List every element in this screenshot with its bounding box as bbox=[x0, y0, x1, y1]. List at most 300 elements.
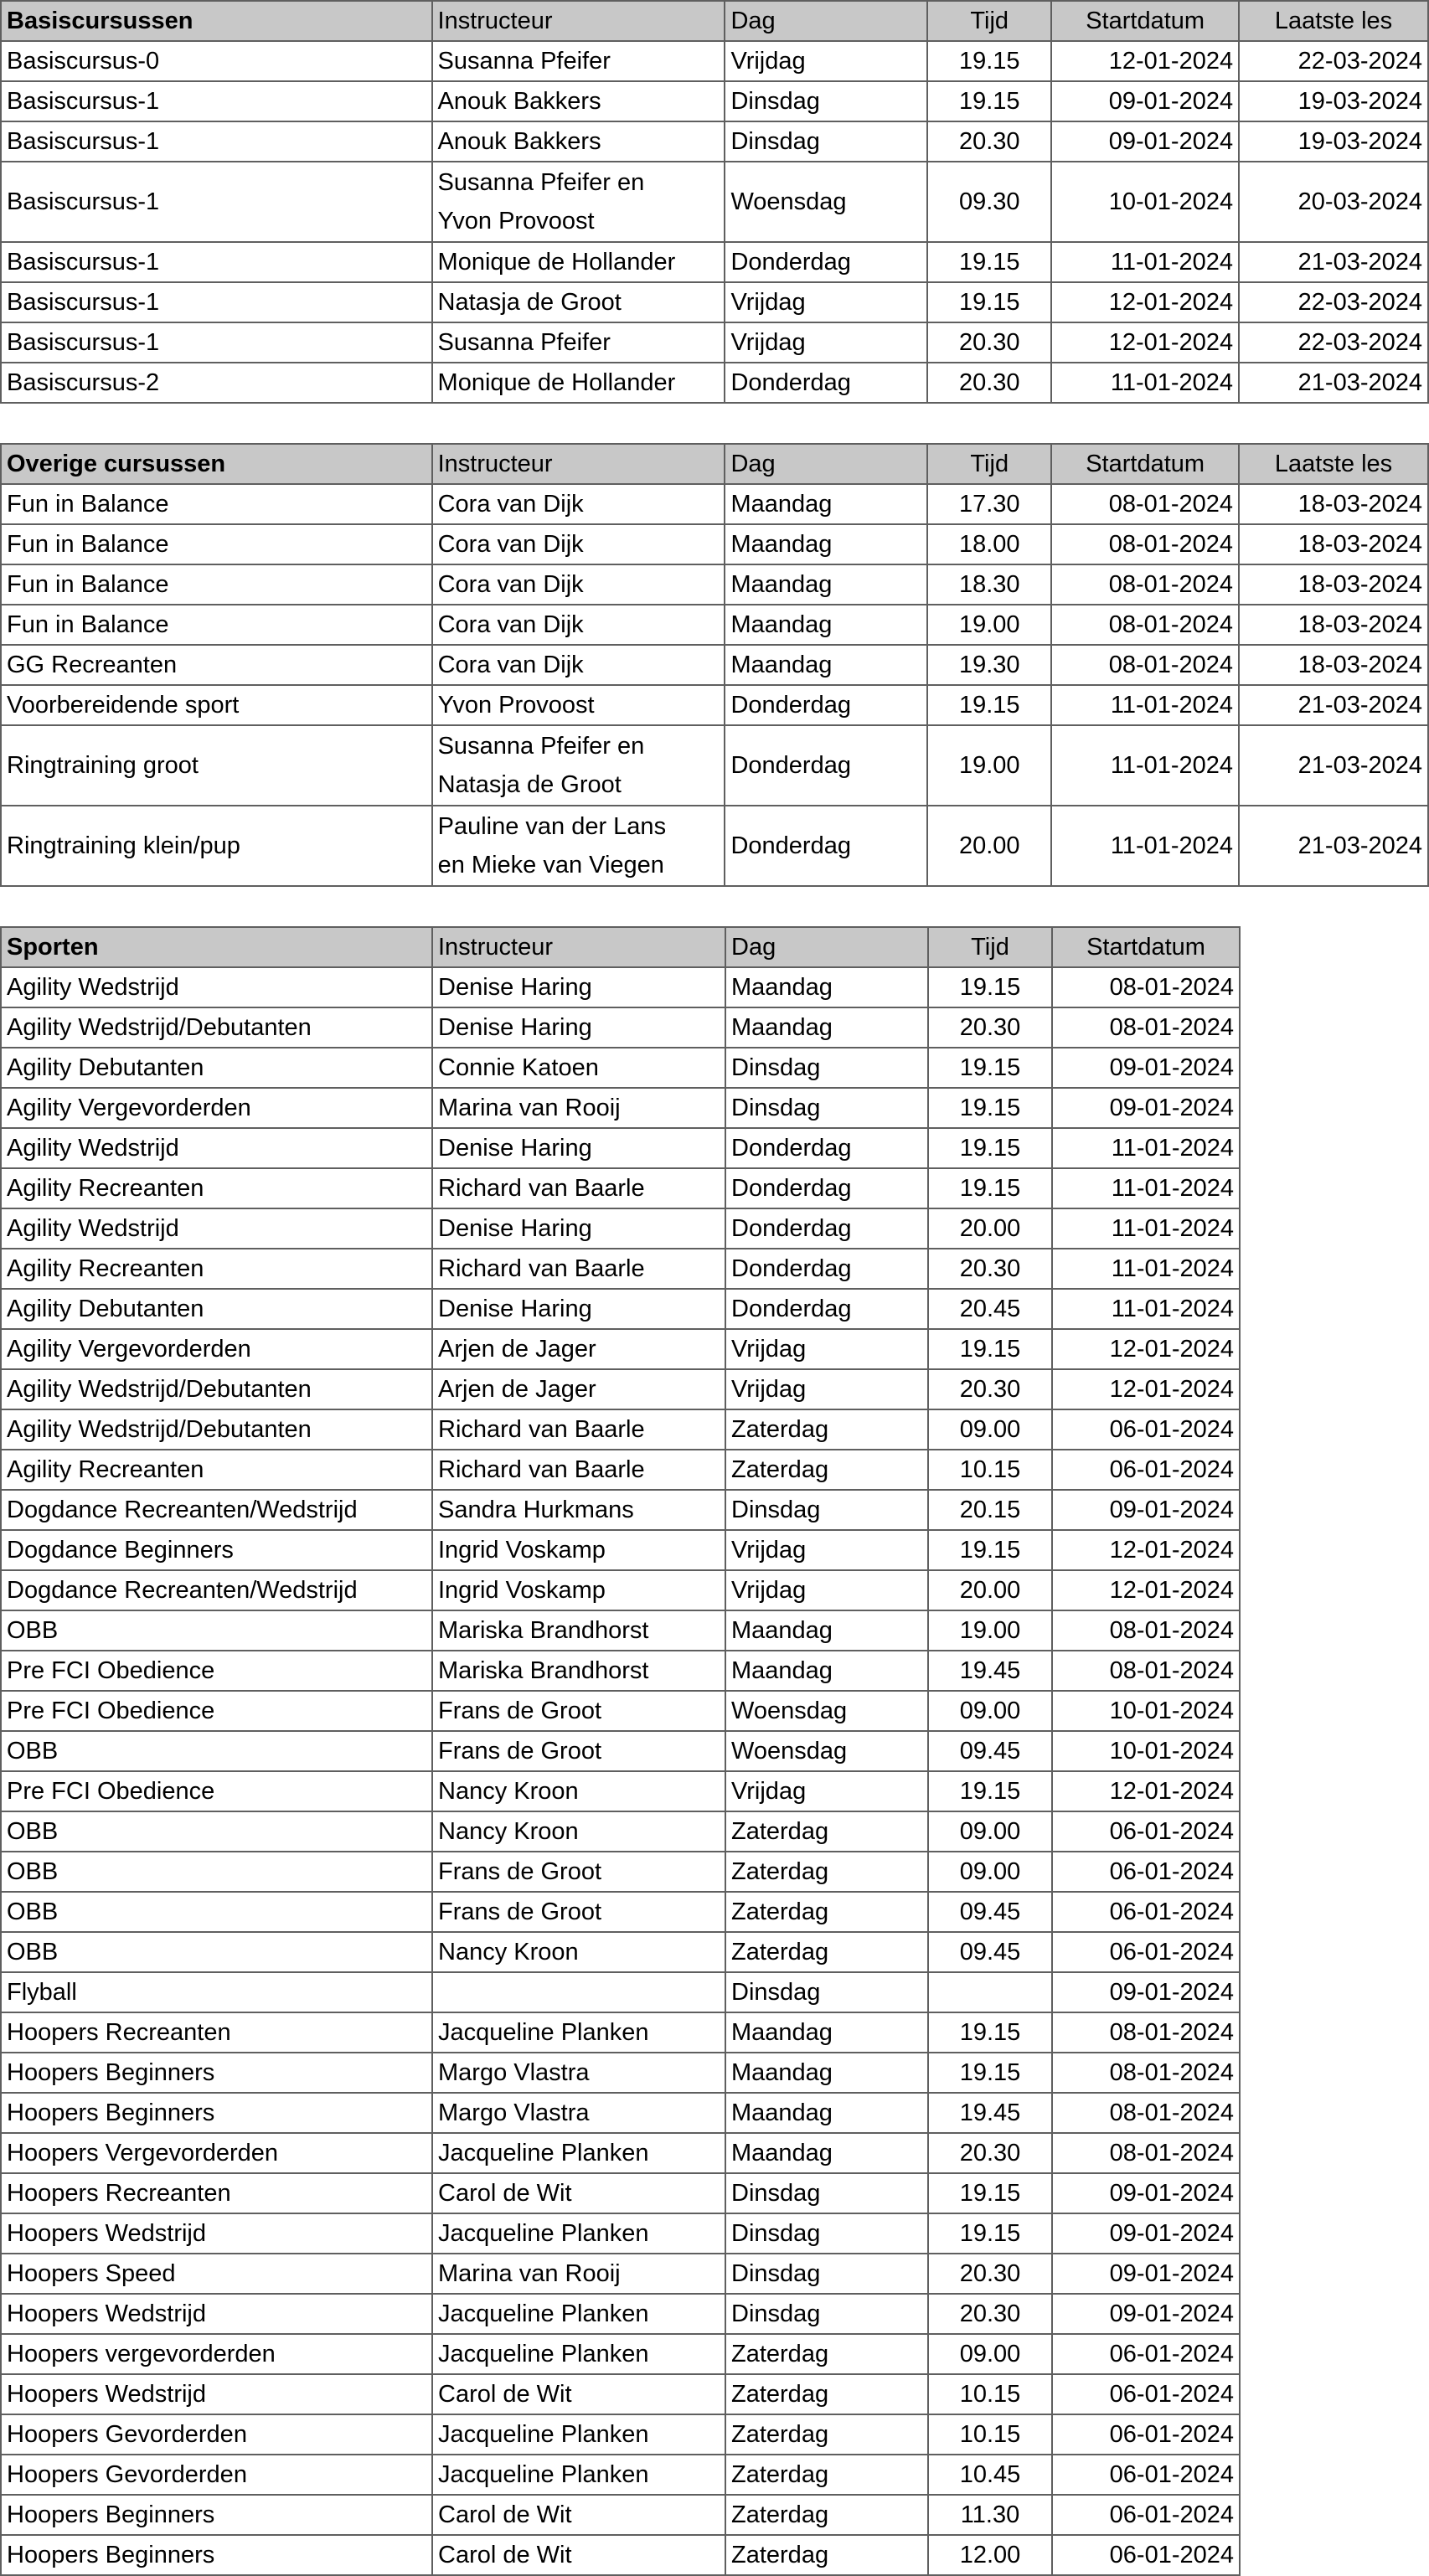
instructor-cell bbox=[432, 1932, 725, 1972]
day-cell: Vrijdag bbox=[725, 1570, 928, 1610]
instructor-cell bbox=[432, 2535, 725, 2575]
instructor-cell bbox=[432, 484, 725, 524]
table-row bbox=[1, 1570, 1240, 1610]
day-cell: Zaterdag bbox=[725, 2334, 928, 2374]
instructor-cell bbox=[432, 41, 725, 81]
time-cell: 19.15 bbox=[927, 81, 1051, 121]
time-cell: 09.00 bbox=[928, 2334, 1052, 2374]
day-cell: Zaterdag bbox=[725, 1892, 928, 1932]
table-row bbox=[1, 806, 1428, 886]
time-cell: 20.15 bbox=[928, 1490, 1052, 1530]
table-row bbox=[1, 1771, 1240, 1811]
day-cell: Dinsdag bbox=[725, 2173, 928, 2213]
instructor-name: Anouk Bakkers bbox=[437, 128, 601, 155]
instructor-name: Cora van Dijk bbox=[437, 491, 584, 518]
instructor-cell bbox=[432, 2133, 725, 2173]
start-date-cell: 09-01-2024 bbox=[1051, 121, 1239, 162]
table-row bbox=[1, 2455, 1240, 2495]
course-name-cell: Hoopers Beginners bbox=[1, 2053, 432, 2093]
last-lesson-cell: 19-03-2024 bbox=[1239, 121, 1428, 162]
course-name-cell: GG Recreanten bbox=[1, 645, 432, 685]
table-row bbox=[1, 2173, 1240, 2213]
section-title: Overige cursussen bbox=[1, 444, 432, 484]
last-lesson-cell: 22-03-2024 bbox=[1239, 322, 1428, 363]
start-date-cell: 11-01-2024 bbox=[1051, 806, 1239, 886]
day-cell: Maandag bbox=[725, 2133, 928, 2173]
course-name-cell: Agility Debutanten bbox=[1, 1289, 432, 1329]
day-cell: Woensdag bbox=[725, 1691, 928, 1731]
start-date-cell: 10-01-2024 bbox=[1052, 1691, 1240, 1731]
time-cell: 09.30 bbox=[927, 162, 1051, 242]
instructor-name: Jacqueline Planken bbox=[438, 2300, 649, 2327]
instructor-cell bbox=[432, 806, 725, 886]
day-cell: Zaterdag bbox=[725, 2495, 928, 2535]
start-date-cell: 11-01-2024 bbox=[1052, 1208, 1240, 1249]
course-name-cell: Hoopers Beginners bbox=[1, 2093, 432, 2133]
column-header-start-date: Startdatum bbox=[1052, 927, 1240, 967]
table-header-row bbox=[1, 1, 1428, 41]
course-name-cell: Ringtraining klein/pup bbox=[1, 806, 432, 886]
instructor-cell bbox=[432, 2334, 725, 2374]
instructor-name: Frans de Groot bbox=[438, 1899, 602, 1925]
time-cell: 20.45 bbox=[928, 1289, 1052, 1329]
instructor-cell bbox=[432, 725, 725, 806]
course-name-cell: Agility Wedstrijd bbox=[1, 1128, 432, 1168]
day-cell: Zaterdag bbox=[725, 1811, 928, 1852]
day-cell: Vrijdag bbox=[725, 1530, 928, 1570]
course-name-cell: Agility Vergevorderden bbox=[1, 1088, 432, 1128]
course-name-cell: Fun in Balance bbox=[1, 564, 432, 605]
course-name-cell: Basiscursus-2 bbox=[1, 363, 432, 403]
instructor-name: Monique de Hollander bbox=[437, 249, 676, 276]
instructor-cell bbox=[432, 2294, 725, 2334]
day-cell: Maandag bbox=[725, 2053, 928, 2093]
day-cell: Maandag bbox=[725, 564, 927, 605]
day-cell: Vrijdag bbox=[725, 282, 927, 322]
time-cell: 19.15 bbox=[928, 1530, 1052, 1570]
day-cell: Zaterdag bbox=[725, 2414, 928, 2455]
instructor-cell bbox=[432, 1249, 725, 1289]
start-date-cell: 12-01-2024 bbox=[1052, 1530, 1240, 1570]
start-date-cell: 06-01-2024 bbox=[1052, 2535, 1240, 2575]
start-date-cell: 11-01-2024 bbox=[1052, 1168, 1240, 1208]
table-row bbox=[1, 2012, 1240, 2053]
table-row bbox=[1, 1811, 1240, 1852]
last-lesson-cell: 18-03-2024 bbox=[1239, 564, 1428, 605]
instructor-name: Monique de Hollander bbox=[437, 369, 676, 396]
table-row bbox=[1, 2133, 1240, 2173]
instructor-cell bbox=[432, 1409, 725, 1450]
time-cell: 19.15 bbox=[928, 2012, 1052, 2053]
start-date-cell: 08-01-2024 bbox=[1052, 1007, 1240, 1048]
course-name-cell: Fun in Balance bbox=[1, 605, 432, 645]
day-cell: Donderdag bbox=[725, 806, 927, 886]
time-cell: 09.00 bbox=[928, 1852, 1052, 1892]
last-lesson-cell: 22-03-2024 bbox=[1239, 41, 1428, 81]
start-date-cell: 12-01-2024 bbox=[1052, 1771, 1240, 1811]
course-name-cell: Agility Wedstrijd bbox=[1, 967, 432, 1007]
last-lesson-cell: 18-03-2024 bbox=[1239, 605, 1428, 645]
table-row bbox=[1, 725, 1428, 806]
instructor-name: Denise Haring bbox=[438, 974, 592, 1001]
course-name-cell: Dogdance Recreanten/Wedstrijd bbox=[1, 1490, 432, 1530]
section-gap bbox=[0, 404, 1429, 443]
instructor-cell bbox=[432, 1530, 725, 1570]
time-cell: 17.30 bbox=[927, 484, 1051, 524]
day-cell: Vrijdag bbox=[725, 1369, 928, 1409]
instructor-name: Denise Haring bbox=[438, 1014, 592, 1041]
course-name-cell: Hoopers vergevorderden bbox=[1, 2334, 432, 2374]
day-cell: Dinsdag bbox=[725, 1972, 928, 2012]
time-cell: 19.15 bbox=[927, 282, 1051, 322]
start-date-cell: 09-01-2024 bbox=[1052, 2213, 1240, 2254]
course-name-cell: OBB bbox=[1, 1610, 432, 1651]
course-name-cell: Hoopers Beginners bbox=[1, 2495, 432, 2535]
course-name-cell: OBB bbox=[1, 1731, 432, 1771]
day-cell: Maandag bbox=[725, 1007, 928, 1048]
instructor-cell bbox=[432, 242, 725, 282]
column-header-start-date: Startdatum bbox=[1051, 1, 1239, 41]
instructor-name: Natasja de Groot bbox=[437, 289, 622, 316]
course-name-cell: Voorbereidende sport bbox=[1, 685, 432, 725]
instructor-name: Carol de Wit bbox=[438, 2501, 572, 2528]
start-date-cell: 11-01-2024 bbox=[1052, 1128, 1240, 1168]
instructor-cell bbox=[432, 2374, 725, 2414]
day-cell: Dinsdag bbox=[725, 2294, 928, 2334]
time-cell: 19.15 bbox=[928, 1088, 1052, 1128]
instructor-cell bbox=[432, 2173, 725, 2213]
instructor-name: Nancy Kroon bbox=[438, 1939, 579, 1965]
section-gap bbox=[0, 887, 1429, 926]
table-row bbox=[1, 2093, 1240, 2133]
course-name-cell: Hoopers Recreanten bbox=[1, 2012, 432, 2053]
time-cell: 12.00 bbox=[928, 2535, 1052, 2575]
day-cell: Maandag bbox=[725, 484, 927, 524]
table-row bbox=[1, 1490, 1240, 1530]
table-row bbox=[1, 2213, 1240, 2254]
day-cell: Vrijdag bbox=[725, 1329, 928, 1369]
time-cell: 19.15 bbox=[928, 1771, 1052, 1811]
day-cell: Vrijdag bbox=[725, 41, 927, 81]
instructor-name: Nancy Kroon bbox=[438, 1818, 579, 1845]
time-cell: 18.00 bbox=[927, 524, 1051, 564]
instructor-cell bbox=[432, 1972, 725, 2012]
start-date-cell: 06-01-2024 bbox=[1052, 2455, 1240, 2495]
instructor-name: Denise Haring bbox=[438, 1215, 592, 1242]
time-cell: 09.00 bbox=[928, 1691, 1052, 1731]
instructor-name: Pauline van der Lans bbox=[437, 813, 667, 840]
table-row bbox=[1, 322, 1428, 363]
start-date-cell: 06-01-2024 bbox=[1052, 1409, 1240, 1450]
time-cell bbox=[928, 1972, 1052, 2012]
day-cell: Zaterdag bbox=[725, 1932, 928, 1972]
course-name-cell: Agility Wedstrijd bbox=[1, 1208, 432, 1249]
instructor-name: Margo Vlastra bbox=[438, 2099, 590, 2126]
time-cell: 20.30 bbox=[928, 2294, 1052, 2334]
start-date-cell: 06-01-2024 bbox=[1052, 1852, 1240, 1892]
time-cell: 19.45 bbox=[928, 2093, 1052, 2133]
section-title: Basiscursussen bbox=[1, 1, 432, 41]
column-header-instructor: Instructeur bbox=[432, 444, 725, 484]
column-header-time: Tijd bbox=[928, 927, 1052, 967]
table-row bbox=[1, 1731, 1240, 1771]
column-header-time: Tijd bbox=[927, 444, 1051, 484]
last-lesson-cell: 18-03-2024 bbox=[1239, 524, 1428, 564]
instructor-name: Frans de Groot bbox=[438, 1858, 602, 1885]
day-cell: Maandag bbox=[725, 967, 928, 1007]
day-cell: Maandag bbox=[725, 645, 927, 685]
course-name-cell: Fun in Balance bbox=[1, 484, 432, 524]
time-cell: 19.15 bbox=[928, 1128, 1052, 1168]
time-cell: 20.00 bbox=[928, 1570, 1052, 1610]
time-cell: 10.45 bbox=[928, 2455, 1052, 2495]
start-date-cell: 11-01-2024 bbox=[1052, 1289, 1240, 1329]
instructor-cell bbox=[432, 1852, 725, 1892]
start-date-cell: 06-01-2024 bbox=[1052, 2495, 1240, 2535]
start-date-cell: 09-01-2024 bbox=[1051, 81, 1239, 121]
day-cell: Dinsdag bbox=[725, 2254, 928, 2294]
instructor-cell bbox=[432, 967, 725, 1007]
course-name-cell: Basiscursus-1 bbox=[1, 282, 432, 322]
time-cell: 20.30 bbox=[927, 322, 1051, 363]
start-date-cell: 11-01-2024 bbox=[1051, 725, 1239, 806]
instructor-name: Arjen de Jager bbox=[438, 1336, 596, 1363]
section-title: Sporten bbox=[1, 927, 432, 967]
table-row bbox=[1, 524, 1428, 564]
table-row bbox=[1, 121, 1428, 162]
instructor-name: Anouk Bakkers bbox=[437, 88, 601, 115]
table-row bbox=[1, 1691, 1240, 1731]
start-date-cell: 12-01-2024 bbox=[1051, 322, 1239, 363]
instructor-cell bbox=[432, 2254, 725, 2294]
day-cell: Vrijdag bbox=[725, 322, 927, 363]
start-date-cell: 08-01-2024 bbox=[1052, 2012, 1240, 2053]
day-cell: Zaterdag bbox=[725, 2374, 928, 2414]
start-date-cell: 08-01-2024 bbox=[1052, 2133, 1240, 2173]
course-name-cell: OBB bbox=[1, 1811, 432, 1852]
course-name-cell: Basiscursus-1 bbox=[1, 242, 432, 282]
instructor-name: Ingrid Voskamp bbox=[438, 1537, 606, 1564]
day-cell: Woensdag bbox=[725, 1731, 928, 1771]
table-row bbox=[1, 967, 1240, 1007]
instructor-name: Cora van Dijk bbox=[437, 531, 584, 558]
table-row bbox=[1, 645, 1428, 685]
time-cell: 19.30 bbox=[927, 645, 1051, 685]
table-row bbox=[1, 1610, 1240, 1651]
instructor-cell bbox=[432, 685, 725, 725]
table-row bbox=[1, 1530, 1240, 1570]
time-cell: 20.30 bbox=[928, 1249, 1052, 1289]
table-row bbox=[1, 2294, 1240, 2334]
last-lesson-cell: 18-03-2024 bbox=[1239, 645, 1428, 685]
start-date-cell: 06-01-2024 bbox=[1052, 2334, 1240, 2374]
table-row bbox=[1, 1088, 1240, 1128]
instructor-name: Jacqueline Planken bbox=[438, 2341, 649, 2367]
course-name-cell: OBB bbox=[1, 1852, 432, 1892]
time-cell: 20.30 bbox=[928, 1007, 1052, 1048]
day-cell: Dinsdag bbox=[725, 121, 927, 162]
instructor-cell bbox=[432, 1289, 725, 1329]
time-cell: 19.15 bbox=[927, 685, 1051, 725]
course-name-cell: Hoopers Gevorderden bbox=[1, 2455, 432, 2495]
start-date-cell: 09-01-2024 bbox=[1052, 2294, 1240, 2334]
table-row bbox=[1, 41, 1428, 81]
instructor-cell bbox=[432, 2455, 725, 2495]
day-cell: Maandag bbox=[725, 1651, 928, 1691]
start-date-cell: 06-01-2024 bbox=[1052, 1811, 1240, 1852]
course-name-cell: Basiscursus-1 bbox=[1, 322, 432, 363]
start-date-cell: 12-01-2024 bbox=[1051, 282, 1239, 322]
day-cell: Maandag bbox=[725, 605, 927, 645]
instructor-name: Richard van Baarle bbox=[438, 1416, 645, 1443]
table-row bbox=[1, 1932, 1240, 1972]
time-cell: 09.45 bbox=[928, 1892, 1052, 1932]
column-header-instructor: Instructeur bbox=[432, 927, 725, 967]
column-header-start-date: Startdatum bbox=[1051, 444, 1239, 484]
instructor-name: Jacqueline Planken bbox=[438, 2019, 649, 2046]
time-cell: 09.45 bbox=[928, 1932, 1052, 1972]
table-row bbox=[1, 564, 1428, 605]
day-cell: Zaterdag bbox=[725, 1450, 928, 1490]
time-cell: 19.15 bbox=[927, 242, 1051, 282]
course-name-cell: Pre FCI Obedience bbox=[1, 1771, 432, 1811]
start-date-cell: 08-01-2024 bbox=[1051, 484, 1239, 524]
start-date-cell: 12-01-2024 bbox=[1051, 41, 1239, 81]
day-cell: Dinsdag bbox=[725, 1088, 928, 1128]
day-cell: Donderdag bbox=[725, 1128, 928, 1168]
time-cell: 10.15 bbox=[928, 2414, 1052, 2455]
last-lesson-cell: 22-03-2024 bbox=[1239, 282, 1428, 322]
instructor-cell bbox=[432, 282, 725, 322]
table-row bbox=[1, 1651, 1240, 1691]
instructor-cell bbox=[432, 1490, 725, 1530]
table-row bbox=[1, 1007, 1240, 1048]
course-name-cell: Hoopers Vergevorderden bbox=[1, 2133, 432, 2173]
time-cell: 11.30 bbox=[928, 2495, 1052, 2535]
instructor-name: Susanna Pfeifer en bbox=[437, 169, 645, 196]
course-name-cell: Agility Wedstrijd/Debutanten bbox=[1, 1409, 432, 1450]
day-cell: Donderdag bbox=[725, 363, 927, 403]
instructor-name: Marina van Rooij bbox=[438, 1095, 621, 1121]
instructor-cell bbox=[432, 1731, 725, 1771]
instructor-name: Jacqueline Planken bbox=[438, 2461, 649, 2488]
course-name-cell: Hoopers Wedstrijd bbox=[1, 2374, 432, 2414]
time-cell: 20.00 bbox=[927, 806, 1051, 886]
instructor-name: Richard van Baarle bbox=[438, 1456, 645, 1483]
course-name-cell: Hoopers Gevorderden bbox=[1, 2414, 432, 2455]
instructor-cell bbox=[432, 1369, 725, 1409]
day-cell: Woensdag bbox=[725, 162, 927, 242]
instructor-cell bbox=[432, 1208, 725, 1249]
instructor-cell bbox=[432, 2495, 725, 2535]
instructor-cell bbox=[432, 1691, 725, 1731]
table-row bbox=[1, 1289, 1240, 1329]
instructor-name: Arjen de Jager bbox=[438, 1376, 596, 1403]
last-lesson-cell: 21-03-2024 bbox=[1239, 725, 1428, 806]
instructor-cell bbox=[432, 1771, 725, 1811]
day-cell: Donderdag bbox=[725, 1208, 928, 1249]
start-date-cell: 09-01-2024 bbox=[1052, 2254, 1240, 2294]
instructor-name: Cora van Dijk bbox=[437, 571, 584, 598]
instructor-cell bbox=[432, 524, 725, 564]
instructor-cell bbox=[432, 1329, 725, 1369]
start-date-cell: 06-01-2024 bbox=[1052, 1450, 1240, 1490]
last-lesson-cell: 18-03-2024 bbox=[1239, 484, 1428, 524]
time-cell: 18.30 bbox=[927, 564, 1051, 605]
column-header-day: Dag bbox=[725, 444, 927, 484]
start-date-cell: 08-01-2024 bbox=[1051, 645, 1239, 685]
instructor-cell bbox=[432, 1048, 725, 1088]
instructor-cell bbox=[432, 162, 725, 242]
table-row bbox=[1, 1128, 1240, 1168]
course-name-cell: Flyball bbox=[1, 1972, 432, 2012]
last-lesson-cell: 21-03-2024 bbox=[1239, 363, 1428, 403]
time-cell: 20.30 bbox=[927, 363, 1051, 403]
start-date-cell: 11-01-2024 bbox=[1052, 1249, 1240, 1289]
day-cell: Maandag bbox=[725, 2093, 928, 2133]
table-row bbox=[1, 1892, 1240, 1932]
start-date-cell: 08-01-2024 bbox=[1052, 2053, 1240, 2093]
time-cell: 19.15 bbox=[928, 2213, 1052, 2254]
last-lesson-cell: 20-03-2024 bbox=[1239, 162, 1428, 242]
start-date-cell: 08-01-2024 bbox=[1052, 2093, 1240, 2133]
instructor-name: Marina van Rooij bbox=[438, 2260, 621, 2287]
course-name-cell: Pre FCI Obedience bbox=[1, 1651, 432, 1691]
section-table bbox=[0, 926, 1241, 2576]
instructor-name: Nancy Kroon bbox=[438, 1778, 579, 1805]
instructor-name: Mariska Brandhorst bbox=[438, 1617, 649, 1644]
instructor-name: Connie Katoen bbox=[438, 1054, 599, 1081]
instructor-name: Mariska Brandhorst bbox=[438, 1657, 649, 1684]
day-cell: Maandag bbox=[725, 2012, 928, 2053]
course-name-cell: Agility Wedstrijd/Debutanten bbox=[1, 1369, 432, 1409]
time-cell: 20.30 bbox=[927, 121, 1051, 162]
time-cell: 09.45 bbox=[928, 1731, 1052, 1771]
day-cell: Donderdag bbox=[725, 1168, 928, 1208]
course-name-cell: Pre FCI Obedience bbox=[1, 1691, 432, 1731]
last-lesson-cell: 21-03-2024 bbox=[1239, 242, 1428, 282]
table-row bbox=[1, 1369, 1240, 1409]
course-name-cell: Basiscursus-0 bbox=[1, 41, 432, 81]
day-cell: Donderdag bbox=[725, 1249, 928, 1289]
section-table bbox=[0, 443, 1429, 887]
instructor-name: Jacqueline Planken bbox=[438, 2220, 649, 2247]
instructor-name: Ingrid Voskamp bbox=[438, 1577, 606, 1604]
instructor-cell bbox=[432, 645, 725, 685]
table-row bbox=[1, 2495, 1240, 2535]
start-date-cell: 09-01-2024 bbox=[1052, 1048, 1240, 1088]
time-cell: 20.30 bbox=[928, 2133, 1052, 2173]
instructor-cell bbox=[432, 1610, 725, 1651]
last-lesson-cell: 19-03-2024 bbox=[1239, 81, 1428, 121]
day-cell: Maandag bbox=[725, 524, 927, 564]
time-cell: 19.15 bbox=[928, 1048, 1052, 1088]
table-header-row bbox=[1, 927, 1240, 967]
instructor-cell bbox=[432, 1811, 725, 1852]
instructor-cell bbox=[432, 2012, 725, 2053]
start-date-cell: 08-01-2024 bbox=[1051, 605, 1239, 645]
course-name-cell: Agility Recreanten bbox=[1, 1168, 432, 1208]
course-name-cell: OBB bbox=[1, 1932, 432, 1972]
table-row bbox=[1, 1409, 1240, 1450]
instructor-name: Margo Vlastra bbox=[438, 2059, 590, 2086]
course-name-cell: Hoopers Speed bbox=[1, 2254, 432, 2294]
time-cell: 19.15 bbox=[928, 2173, 1052, 2213]
instructor-name: Carol de Wit bbox=[438, 2542, 572, 2568]
instructor-cell bbox=[432, 1651, 725, 1691]
time-cell: 09.00 bbox=[928, 1811, 1052, 1852]
start-date-cell: 06-01-2024 bbox=[1052, 2414, 1240, 2455]
